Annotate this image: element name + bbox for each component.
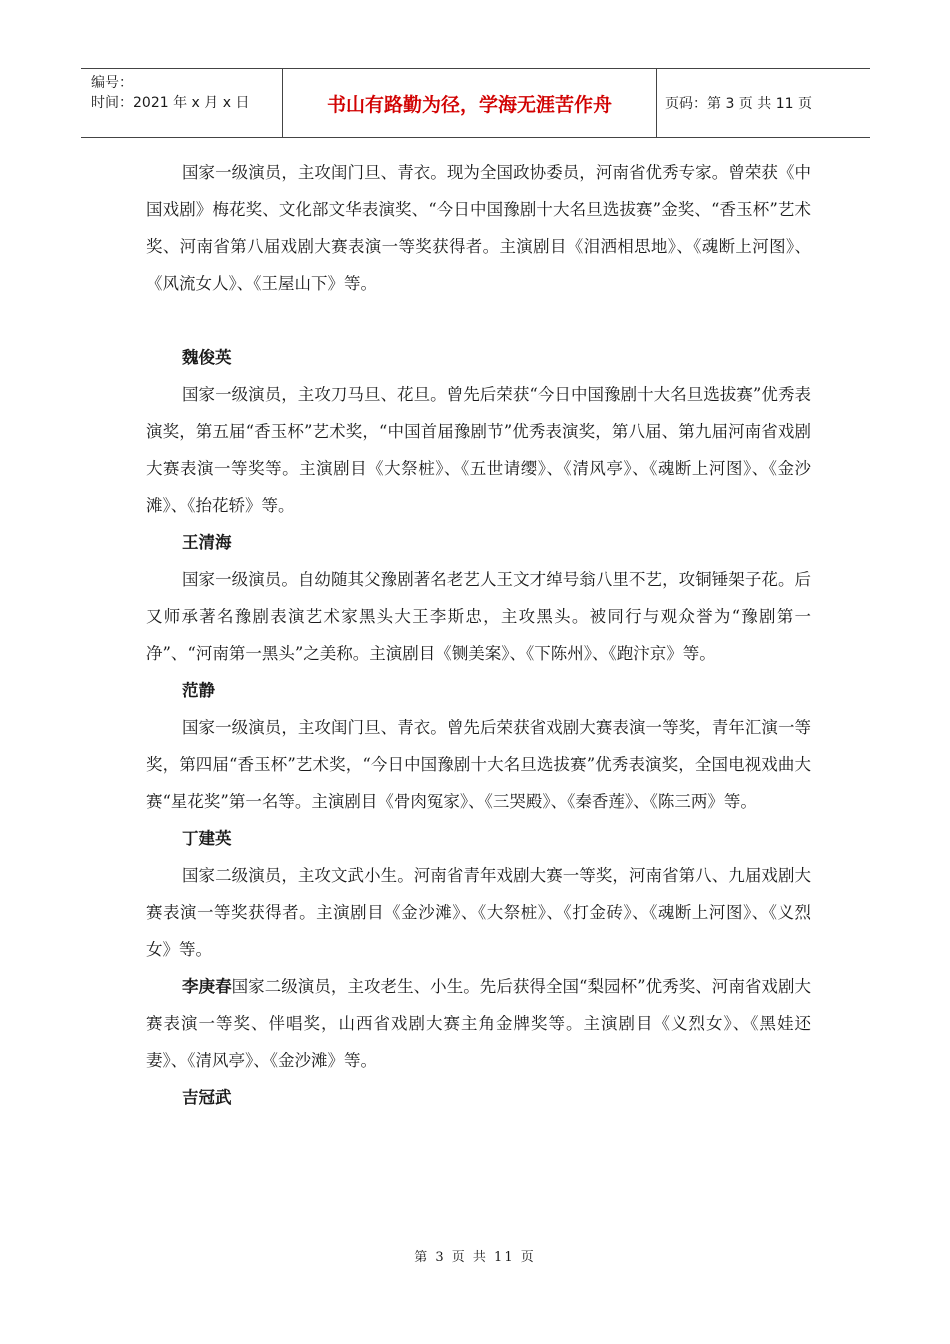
artist-name: 魏俊英 xyxy=(182,348,232,367)
header-motto: 书山有路勤为径，学海无涯苦作舟 xyxy=(283,69,657,137)
page-footer: 第 3 页 共 11 页 xyxy=(414,1250,536,1265)
artist-name: 王清海 xyxy=(182,533,232,552)
header-meta xyxy=(81,69,283,137)
inline-artist-paragraph xyxy=(146,968,811,1079)
page-header xyxy=(81,68,870,138)
time-label: 时间：2021 年 x 月 x 日 xyxy=(91,95,250,111)
artist-bio: 国家二级演员，主攻老生、小生。先后获得全国“梨园杯”优秀奖、河南省戏剧大赛表演一等奖、伴唱奖，山西省戏剧大赛主角金牌奖等。主演剧目《义烈女》、《黑娃还妻》、《清风亭》、《金沙滩》等。 xyxy=(146,977,812,1070)
artist-name: 丁建英 xyxy=(182,829,232,848)
header-page-info: 页码：第 3 页 共 11 页 xyxy=(665,96,812,112)
spacer xyxy=(146,302,811,339)
artist-bio: 国家一级演员。自幼随其父豫剧著名老艺人王文才绰号翁八里不艺，攻铜锤架子花。后又师承著名豫剧表演艺术家黑头大王李斯忠，主攻黑头。被同行与观众誉为“豫剧第一净”、“河南第一黑头”之美称。主演剧目《铡美案》、《下陈州》、《跑汴京》等。 xyxy=(146,570,811,663)
artist-bio: 国家一级演员，主攻闺门旦、青衣。曾先后荣获省戏剧大赛表演一等奖，青年汇演一等奖，第四届“香玉杯”艺术奖，“今日中国豫剧十大名旦选拔赛”优秀表演奖，全国电视戏曲大赛“星花奖”第一名等。主演剧目《骨肉冤家》、《三哭殿》、《秦香莲》、《陈三两》等。 xyxy=(146,718,811,811)
artist-bio: 国家二级演员，主攻文武小生。河南省青年戏剧大赛一等奖，河南省第八、九届戏剧大赛表演一等奖获得者。主演剧目《金沙滩》、《大祭桩》、《打金砖》、《魂断上河图》、《义烈女》等。 xyxy=(146,866,811,959)
number-label: 编号： xyxy=(91,75,133,91)
artist-name: 范静 xyxy=(182,681,215,700)
artist-name: 吉冠武 xyxy=(182,1088,232,1107)
artist-bio: 国家一级演员，主攻刀马旦、花旦。曾先后荣获“今日中国豫剧十大名旦选拔赛”优秀表演奖，第五届“香玉杯”艺术奖，“中国首届豫剧节”优秀表演奖，第八届、第九届河南省戏剧大赛表演一等奖等。主演剧目《大祭桩》、《五世请缨》、《清风亭》、《魂断上河图》、《金沙滩》、《抬花轿》等。 xyxy=(146,385,811,515)
intro-paragraph: 国家一级演员，主攻闺门旦、青衣。现为全国政协委员，河南省优秀专家。曾荣获《中国戏剧》梅花奖、文化部文华表演奖、“今日中国豫剧十大名旦选拔赛”金奖、“香玉杯”艺术奖、河南省第八届戏剧大赛表演一等奖获得者。主演剧目《泪洒相思地》、《魂断上河图》、《风流女人》、《王屋山下》等。 xyxy=(146,163,811,293)
document-body xyxy=(146,154,811,1116)
artist-name: 李庚春 xyxy=(182,977,232,996)
